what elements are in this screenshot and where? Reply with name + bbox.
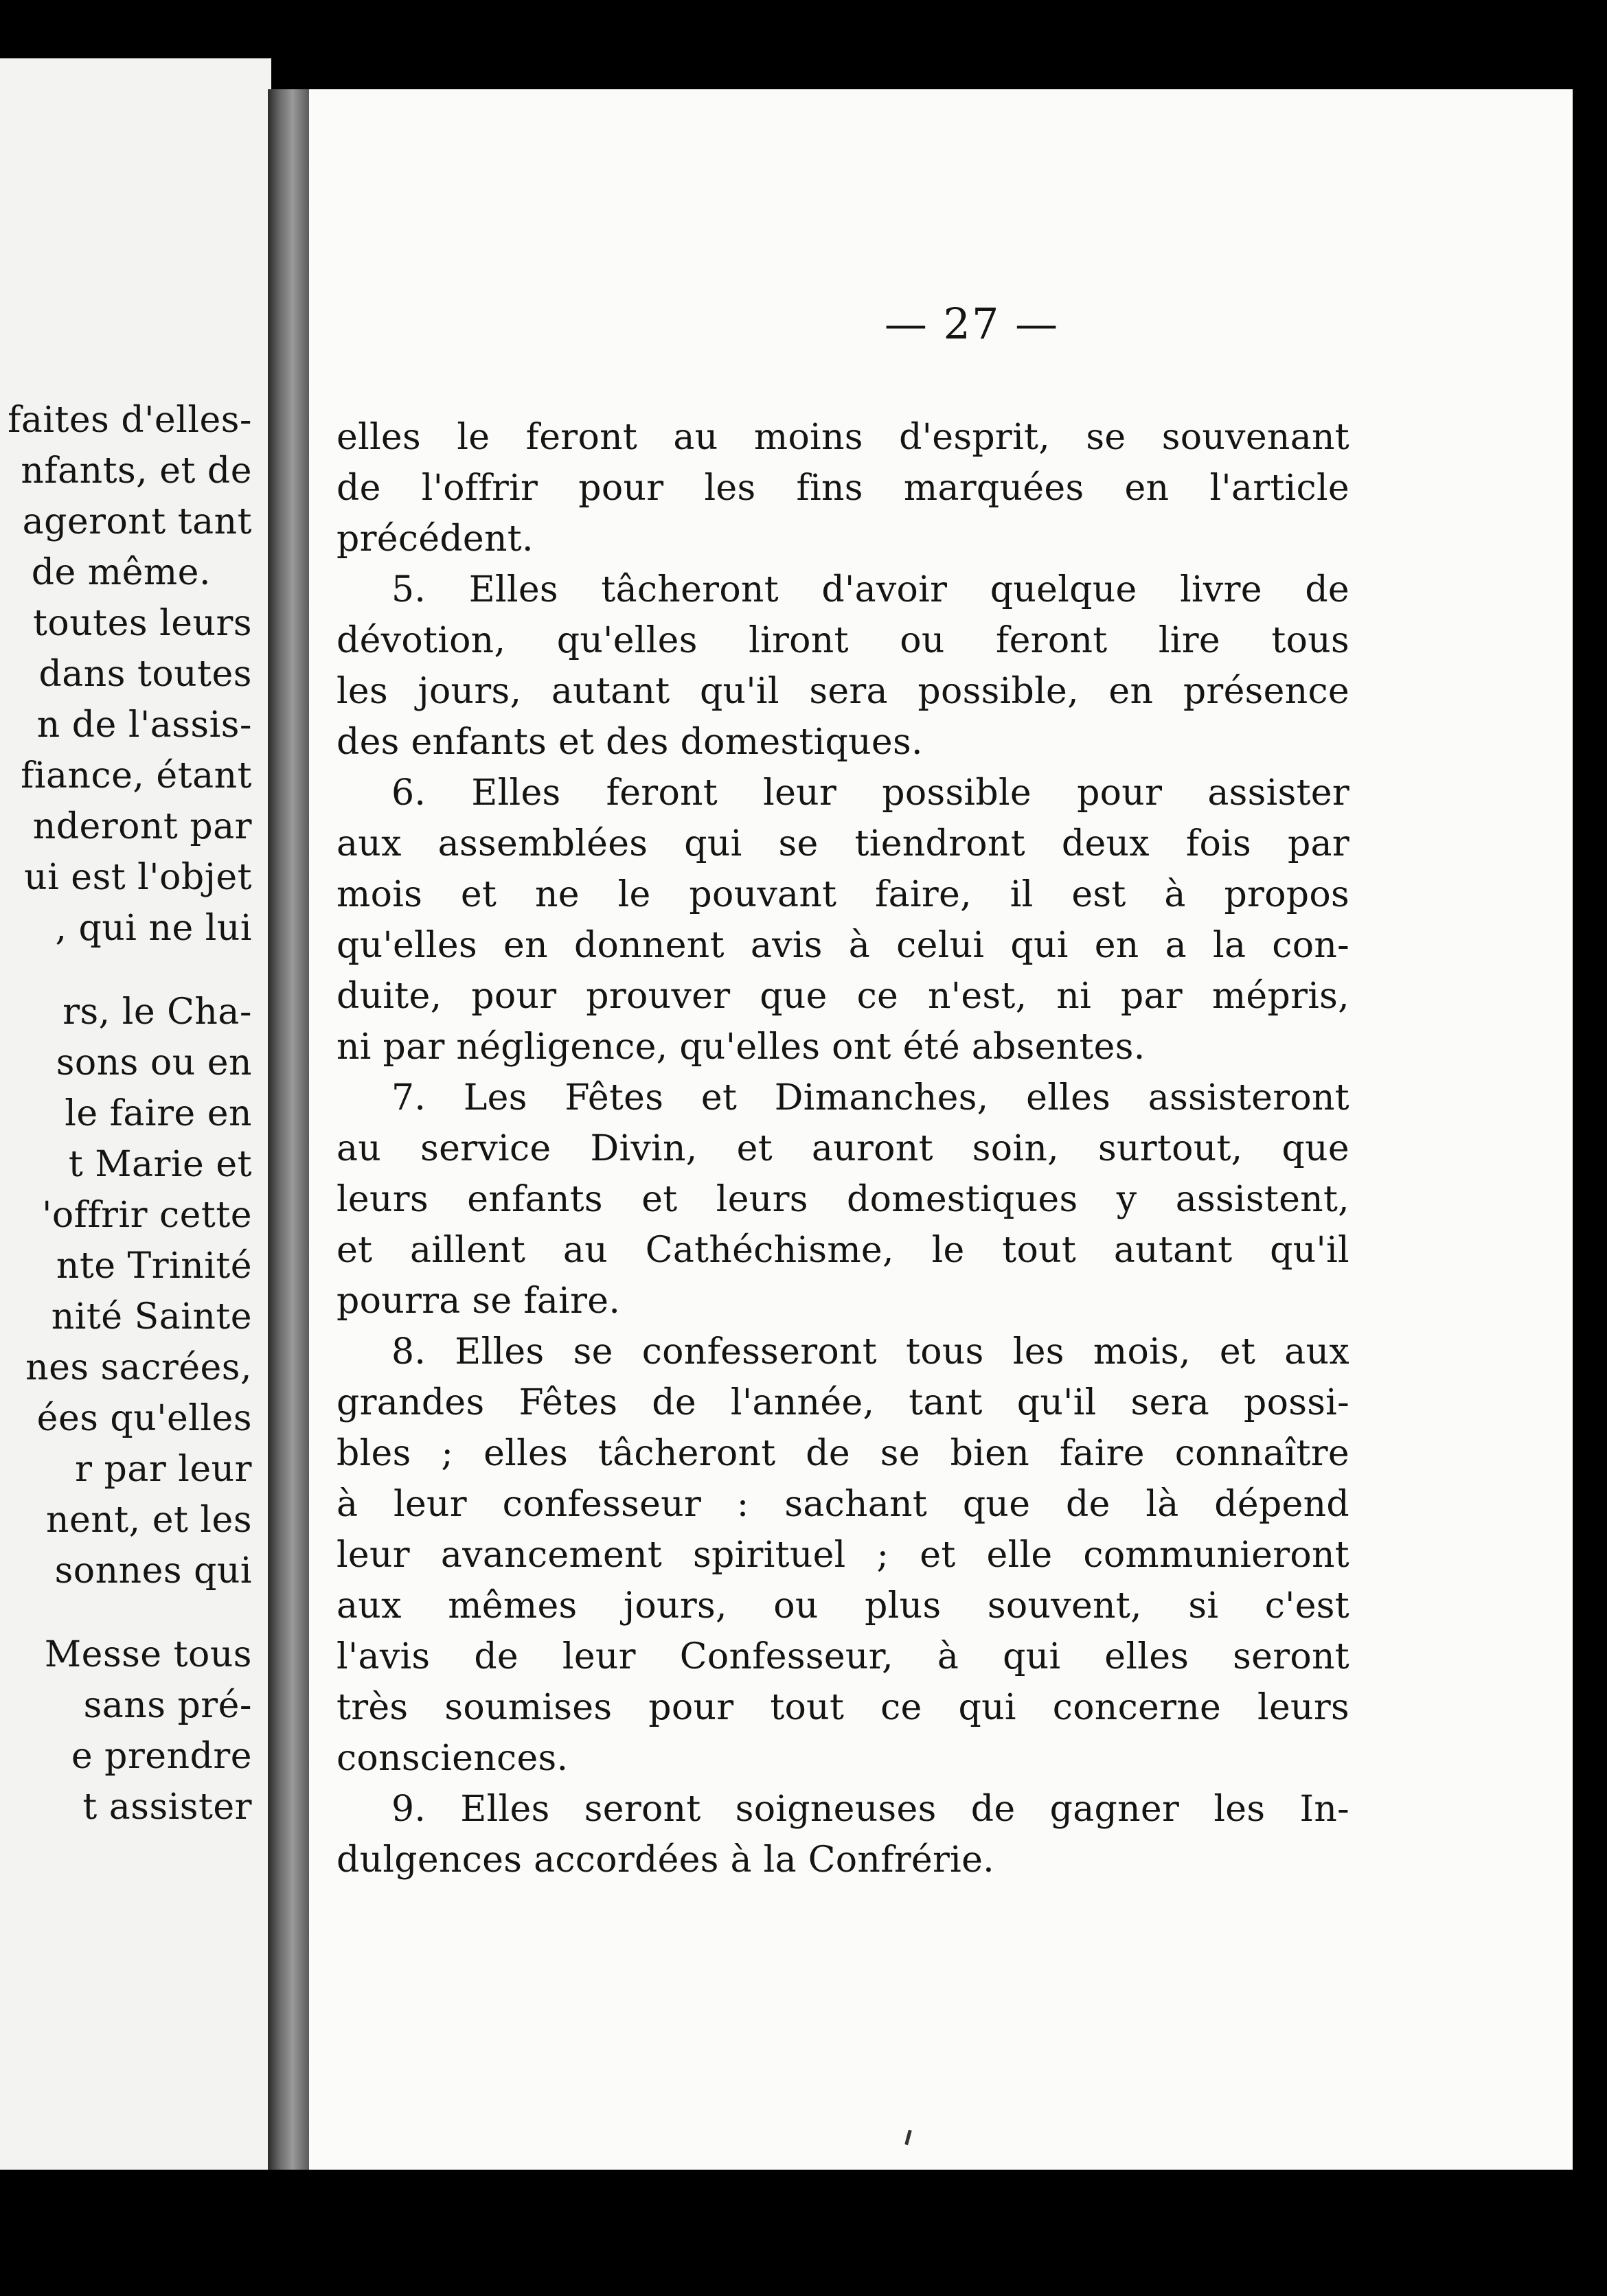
left-line: ées qu'elles bbox=[36, 1398, 252, 1439]
text-line: leur avancement spirituel ; et elle communieront bbox=[337, 1535, 1349, 1576]
left-line: t Marie et bbox=[68, 1144, 252, 1185]
left-line: t assister bbox=[82, 1787, 252, 1828]
text-line: grandes Fêtes de l'année, tant qu'il sera possi- bbox=[337, 1382, 1349, 1423]
ink-speck bbox=[904, 2130, 912, 2146]
left-line: rs, le Cha- bbox=[62, 991, 252, 1033]
right-page bbox=[309, 89, 1573, 2170]
left-line: dans toutes bbox=[38, 654, 252, 695]
left-line: toutes leurs bbox=[32, 603, 252, 644]
left-line: fiance, étant bbox=[21, 755, 252, 796]
left-line: Messe tous bbox=[44, 1634, 252, 1675]
text-line: 5. Elles tâcheront d'avoir quelque livre de bbox=[391, 569, 1349, 610]
left-line: nte Trinité bbox=[56, 1245, 252, 1287]
text-line: au service Divin, et auront soin, surtout, que bbox=[337, 1128, 1349, 1169]
text-line: des enfants et des domestiques. bbox=[337, 722, 923, 763]
text-line: mois et ne le pouvant faire, il est à propos bbox=[337, 874, 1349, 915]
page-number: — 27 — bbox=[884, 299, 1060, 349]
text-line: 7. Les Fêtes et Dimanches, elles assisteront bbox=[391, 1077, 1349, 1118]
text-line: ni par négligence, qu'elles ont été absentes. bbox=[337, 1026, 1146, 1068]
left-line: 'offrir cette bbox=[42, 1195, 252, 1236]
text-line: elles le feront au moins d'esprit, se souvenant bbox=[337, 417, 1349, 458]
left-paragraph-gap bbox=[0, 1596, 252, 1629]
text-line: pourra se faire. bbox=[337, 1281, 621, 1322]
text-line: leurs enfants et leurs domestiques y assistent, bbox=[337, 1179, 1349, 1220]
left-line: sans pré- bbox=[83, 1685, 252, 1726]
text-line: 9. Elles seront soigneuses de gagner les In- bbox=[391, 1789, 1349, 1830]
text-line: les jours, autant qu'il sera possible, en présence bbox=[337, 671, 1349, 712]
left-line: , qui ne lui bbox=[55, 908, 252, 949]
left-line: ageront tant bbox=[22, 501, 252, 542]
text-line: dulgences accordées à la Confrérie. bbox=[337, 1839, 994, 1881]
text-line: 6. Elles feront leur possible pour assister bbox=[391, 772, 1349, 814]
left-line: e prendre bbox=[71, 1736, 252, 1777]
left-line: sonnes qui bbox=[54, 1550, 252, 1592]
text-line: et aillent au Cathéchisme, le tout autant qu'il bbox=[337, 1230, 1349, 1271]
text-line: à leur confesseur : sachant que de là dépend bbox=[337, 1484, 1349, 1525]
left-line: n de l'assis- bbox=[36, 704, 252, 746]
left-line: nderont par bbox=[32, 806, 252, 847]
text-line: qu'elles en donnent avis à celui qui en a la con- bbox=[337, 925, 1349, 966]
left-line: nfants, et de bbox=[21, 450, 252, 492]
left-line: nité Sainte bbox=[51, 1296, 252, 1338]
text-line: très soumises pour tout ce qui concerne leurs bbox=[337, 1687, 1349, 1728]
text-line: aux assemblées qui se tiendront deux fois par bbox=[337, 823, 1349, 864]
left-line: nes sacrées, bbox=[25, 1347, 252, 1388]
text-line: aux mêmes jours, ou plus souvent, si c'est bbox=[337, 1585, 1349, 1627]
left-line: sons ou en bbox=[56, 1042, 252, 1083]
text-line: précédent. bbox=[337, 518, 534, 560]
text-line: 8. Elles se confesseront tous les mois, et aux bbox=[391, 1331, 1349, 1373]
page-body-text bbox=[337, 412, 1349, 1885]
text-line: bles ; elles tâcheront de se bien faire connaître bbox=[337, 1433, 1349, 1474]
text-line: duite, pour prouver que ce n'est, ni par mépris, bbox=[337, 976, 1349, 1017]
text-line: de l'offrir pour les fins marquées en l'article bbox=[337, 468, 1349, 509]
text-line: dévotion, qu'elles liront ou feront lire tous bbox=[337, 620, 1349, 661]
left-line: r par leur bbox=[75, 1449, 252, 1490]
left-page-text bbox=[0, 395, 252, 1833]
text-line: l'avis de leur Confesseur, à qui elles seront bbox=[337, 1636, 1349, 1677]
left-line: faites d'elles- bbox=[8, 400, 252, 441]
left-page bbox=[0, 58, 271, 2170]
left-line: le faire en bbox=[65, 1093, 252, 1134]
left-paragraph-gap bbox=[0, 954, 252, 987]
left-line: de même. bbox=[31, 552, 211, 593]
left-line: nent, et les bbox=[46, 1500, 252, 1541]
text-line: consciences. bbox=[337, 1738, 569, 1779]
left-line: ui est l'objet bbox=[24, 857, 252, 898]
